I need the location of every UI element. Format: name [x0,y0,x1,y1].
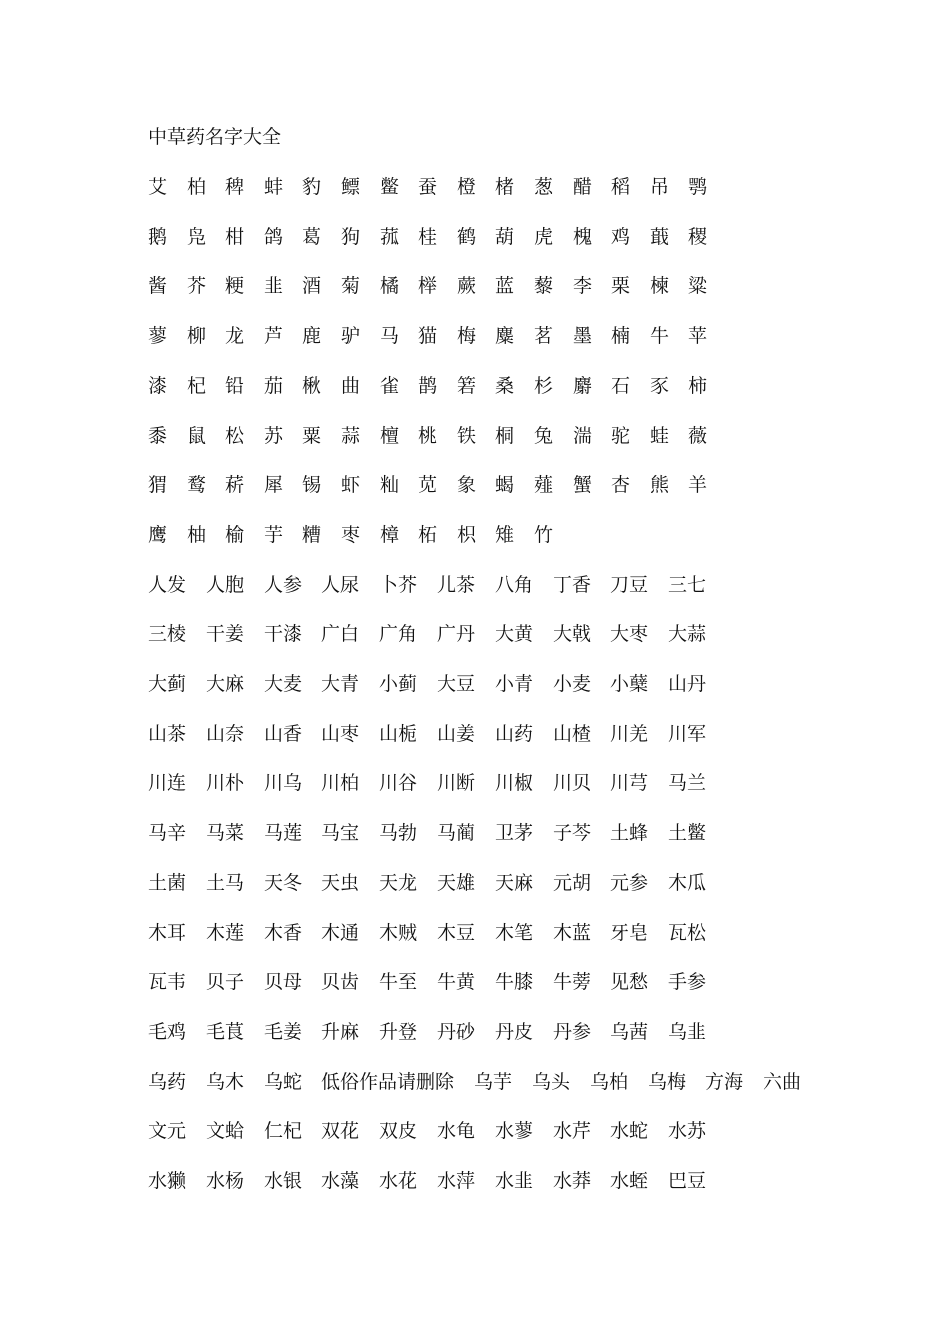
herb-name: 大麦 [264,673,303,695]
herb-name: 槐 [573,226,593,248]
herb-name: 水蛇 [610,1120,649,1142]
herb-name: 木蓝 [553,922,592,944]
herb-name: 籼 [380,474,400,496]
herb-name: 马兰 [668,772,707,794]
herb-name: 马宝 [321,822,360,844]
herb-name: 六曲 [763,1071,802,1093]
herb-name: 牙皂 [610,922,649,944]
herb-name: 三七 [668,574,707,596]
herb-name: 水银 [264,1170,303,1192]
herb-name: 藜 [534,275,554,297]
herb-name: 杉 [534,375,554,397]
herb-name: 牛至 [379,971,418,993]
herb-name: 羊 [688,474,708,496]
herb-name: 箬 [457,375,477,397]
herb-name: 乌药 [148,1071,187,1093]
herb-name: 木莲 [206,922,245,944]
herb-name: 马蔺 [437,822,476,844]
herb-name: 牛 [650,325,670,347]
herb-name: 猫 [418,325,438,347]
herb-name: 漆 [148,375,168,397]
herb-name: 大蒜 [668,623,707,645]
herb-name: 鹰 [148,524,168,546]
herb-name: 马勃 [379,822,418,844]
herb-name: 栗 [611,275,631,297]
herb-name: 人发 [148,574,187,596]
herb-name: 鳖 [380,176,400,198]
herb-name: 楸 [302,375,322,397]
herb-name: 小青 [495,673,534,695]
herb-name: 鹤 [457,226,477,248]
herb-name: 鹗 [688,176,708,198]
herb-name: 蕺 [650,226,670,248]
herb-name: 土菌 [148,872,187,894]
herb-name: 牛黄 [437,971,476,993]
herb-name: 桐 [495,425,515,447]
herb-name: 广丹 [437,623,476,645]
herb-name: 低俗作品请删除 [321,1071,455,1093]
herb-name: 蛙 [650,425,670,447]
herb-name: 双花 [321,1120,360,1142]
herb-name: 水苏 [668,1120,707,1142]
herb-name: 象 [457,474,477,496]
herb-name: 鹿 [302,325,322,347]
herb-name: 蝎 [495,474,515,496]
herb-name: 艾 [148,176,168,198]
herb-name: 广角 [379,623,418,645]
herb-name: 柳 [187,325,207,347]
herb-name: 川乌 [264,772,303,794]
herb-name: 李 [573,275,593,297]
herb-name: 茗 [534,325,554,347]
herb-name: 桑 [495,375,515,397]
herb-name: 人参 [264,574,303,596]
herb-name: 凫 [187,226,207,248]
herb-name: 茄 [264,375,284,397]
herb-name: 葱 [534,176,554,198]
herb-name: 榉 [418,275,438,297]
herb-name: 天虫 [321,872,360,894]
herb-name: 巴豆 [668,1170,707,1192]
herb-name: 竹 [534,524,554,546]
herb-name: 木香 [264,922,303,944]
herb-name: 豕 [650,375,670,397]
herb-name: 粳 [225,275,245,297]
herb-name: 川连 [148,772,187,794]
herb-name: 鼠 [187,425,207,447]
herb-name: 乌韭 [668,1021,707,1043]
herb-name: 楮 [495,176,515,198]
herb-name: 驴 [341,325,361,347]
herb-name: 苋 [418,474,438,496]
herb-name: 子芩 [553,822,592,844]
herb-name: 土鳖 [668,822,707,844]
herb-name: 雀 [380,375,400,397]
herb-name: 水花 [379,1170,418,1192]
herb-name: 杞 [187,375,207,397]
herb-name: 马莲 [264,822,303,844]
herb-name: 毛姜 [264,1021,303,1043]
herb-name: 柚 [187,524,207,546]
herb-name: 元参 [610,872,649,894]
herb-name: 川贝 [553,772,592,794]
herb-name: 山枣 [321,723,360,745]
herb-name: 卜芥 [379,574,418,596]
herb-name: 鹜 [187,474,207,496]
herb-name: 麝 [573,375,593,397]
document-title: 中草药名字大全 [148,126,282,148]
herb-name: 山栀 [379,723,418,745]
herb-name: 柿 [688,375,708,397]
herb-name: 小麦 [553,673,592,695]
herb-name: 楝 [650,275,670,297]
herb-name: 水龟 [437,1120,476,1142]
herb-name: 酱 [148,275,168,297]
herb-name: 大戟 [553,623,592,645]
herb-name: 稗 [225,176,245,198]
herb-name: 乌梅 [648,1071,687,1093]
herb-name: 贝齿 [321,971,360,993]
herb-name: 马菜 [206,822,245,844]
herb-name: 檀 [380,425,400,447]
herb-name: 桃 [418,425,438,447]
herb-name: 水韭 [495,1170,534,1192]
herb-name: 山茶 [148,723,187,745]
herb-name: 稷 [688,226,708,248]
herb-name: 大豆 [437,673,476,695]
herb-name: 铁 [457,425,477,447]
herb-name: 木通 [321,922,360,944]
herb-name: 八角 [495,574,534,596]
herb-name: 吊 [650,176,670,198]
herb-name: 酒 [302,275,322,297]
herb-name: 橘 [380,275,400,297]
herb-name: 山姜 [437,723,476,745]
herb-name: 山药 [495,723,534,745]
herb-name: 粟 [302,425,322,447]
herb-name: 川羌 [610,723,649,745]
herb-name: 橙 [457,176,477,198]
herb-name: 枣 [341,524,361,546]
herb-name: 韭 [264,275,284,297]
herb-name: 葛 [302,226,322,248]
herb-name: 水芹 [553,1120,592,1142]
herb-name: 锡 [302,474,322,496]
herb-name: 土马 [206,872,245,894]
herb-name: 蚕 [418,176,438,198]
herb-name: 天雄 [437,872,476,894]
herb-name: 桂 [418,226,438,248]
herb-name: 卫茅 [495,822,534,844]
herb-name: 小蘖 [610,673,649,695]
herb-name: 鸡 [611,226,631,248]
herb-name: 大青 [321,673,360,695]
herb-name: 文元 [148,1120,187,1142]
herb-name: 鹅 [148,226,168,248]
herb-name: 山香 [264,723,303,745]
herb-name: 刀豆 [610,574,649,596]
herb-name: 猬 [148,474,168,496]
herb-name: 蒜 [341,425,361,447]
herb-name: 枳 [457,524,477,546]
herb-name: 人尿 [321,574,360,596]
herb-name: 丹参 [553,1021,592,1043]
herb-name: 干漆 [264,623,303,645]
herb-name: 乌芋 [474,1071,513,1093]
herb-name: 天麻 [495,872,534,894]
herb-name: 乌头 [532,1071,571,1093]
herb-name: 仁杞 [264,1120,303,1142]
herb-name: 山楂 [553,723,592,745]
herb-name: 乌茜 [610,1021,649,1043]
herb-name: 曲 [341,375,361,397]
herb-name: 大麻 [206,673,245,695]
herb-name: 大黄 [495,623,534,645]
herb-name: 木耳 [148,922,187,944]
herb-name: 粱 [688,275,708,297]
herb-name: 醋 [573,176,593,198]
herb-name: 山丹 [668,673,707,695]
herb-name: 见愁 [610,971,649,993]
herb-name: 双皮 [379,1120,418,1142]
herb-name: 杏 [611,474,631,496]
herb-name: 丁香 [553,574,592,596]
herb-name: 黍 [148,425,168,447]
herb-name: 毛茛 [206,1021,245,1043]
herb-name: 土蜂 [610,822,649,844]
herb-name: 三棱 [148,623,187,645]
herb-name: 文蛤 [206,1120,245,1142]
herb-name: 芦 [264,325,284,347]
herb-name: 毛鸡 [148,1021,187,1043]
herb-name: 乌木 [206,1071,245,1093]
herb-name: 菊 [341,275,361,297]
herb-name: 山奈 [206,723,245,745]
herb-name: 水藻 [321,1170,360,1192]
herb-name: 菥 [225,474,245,496]
herb-name: 蕨 [457,275,477,297]
herb-name: 柑 [225,226,245,248]
herb-name: 楠 [611,325,631,347]
herb-name: 牛膝 [495,971,534,993]
herb-name: 芋 [264,524,284,546]
herb-name: 鳔 [341,176,361,198]
herb-name: 石 [611,375,631,397]
herb-name: 水獭 [148,1170,187,1192]
herb-name: 铅 [225,375,245,397]
herb-name: 大蓟 [148,673,187,695]
herb-name: 蟹 [573,474,593,496]
herb-name: 虾 [341,474,361,496]
herb-name: 芥 [187,275,207,297]
herb-name: 木贼 [379,922,418,944]
herb-name: 虎 [534,226,554,248]
herb-name: 马 [380,325,400,347]
herb-name: 梅 [457,325,477,347]
herb-name: 水杨 [206,1170,245,1192]
herb-name: 驼 [611,425,631,447]
herb-name: 榆 [225,524,245,546]
herb-name: 湍 [573,425,593,447]
herb-name: 水蛭 [610,1170,649,1192]
herb-name: 蚌 [264,176,284,198]
herb-name: 川芎 [610,772,649,794]
herb-name: 墨 [573,325,593,347]
herb-name: 苏 [264,425,284,447]
herb-name: 麋 [495,325,515,347]
herb-name: 广白 [321,623,360,645]
herb-name: 松 [225,425,245,447]
herb-name: 水蓼 [495,1120,534,1142]
herb-name: 大枣 [610,623,649,645]
herb-name: 小蓟 [379,673,418,695]
herb-name: 鹊 [418,375,438,397]
herb-name: 丹皮 [495,1021,534,1043]
herb-name: 贝子 [206,971,245,993]
herb-name: 瓦松 [668,922,707,944]
herb-name: 苹 [688,325,708,347]
herb-name: 柏 [187,176,207,198]
herb-name: 薇 [688,425,708,447]
herb-name: 木瓜 [668,872,707,894]
herb-name: 菰 [380,226,400,248]
herb-name: 蓝 [495,275,515,297]
herb-name: 樟 [380,524,400,546]
herb-name: 乌蛇 [264,1071,303,1093]
herb-name: 乌柏 [590,1071,629,1093]
herb-name: 牛蒡 [553,971,592,993]
herb-name: 川断 [437,772,476,794]
herb-name: 瓦韦 [148,971,187,993]
herb-name: 蓼 [148,325,168,347]
herb-name: 天龙 [379,872,418,894]
herb-name: 鸽 [264,226,284,248]
herb-name: 方海 [705,1071,744,1093]
herb-name: 川谷 [379,772,418,794]
herb-name: 人胞 [206,574,245,596]
herb-name: 水萍 [437,1170,476,1192]
herb-name: 元胡 [553,872,592,894]
herb-name: 天冬 [264,872,303,894]
herb-name: 贝母 [264,971,303,993]
herb-name: 水莽 [553,1170,592,1192]
herb-name: 葫 [495,226,515,248]
herb-name: 丹砂 [437,1021,476,1043]
herb-name: 手参 [668,971,707,993]
herb-name: 川椒 [495,772,534,794]
herb-name: 川柏 [321,772,360,794]
herb-name: 升登 [379,1021,418,1043]
herb-name: 犀 [264,474,284,496]
herb-name: 糟 [302,524,322,546]
herb-name: 木笔 [495,922,534,944]
herb-name: 儿茶 [437,574,476,596]
herb-name: 龙 [225,325,245,347]
herb-name: 雉 [495,524,515,546]
herb-name: 薤 [534,474,554,496]
herb-name: 马辛 [148,822,187,844]
herb-name: 豹 [302,176,322,198]
herb-name: 干姜 [206,623,245,645]
herb-name: 川朴 [206,772,245,794]
herb-name: 川军 [668,723,707,745]
herb-name: 柘 [418,524,438,546]
herb-name: 熊 [650,474,670,496]
herb-name: 兔 [534,425,554,447]
herb-name: 稻 [611,176,631,198]
herb-name: 升麻 [321,1021,360,1043]
herb-name: 狗 [341,226,361,248]
herb-name: 木豆 [437,922,476,944]
